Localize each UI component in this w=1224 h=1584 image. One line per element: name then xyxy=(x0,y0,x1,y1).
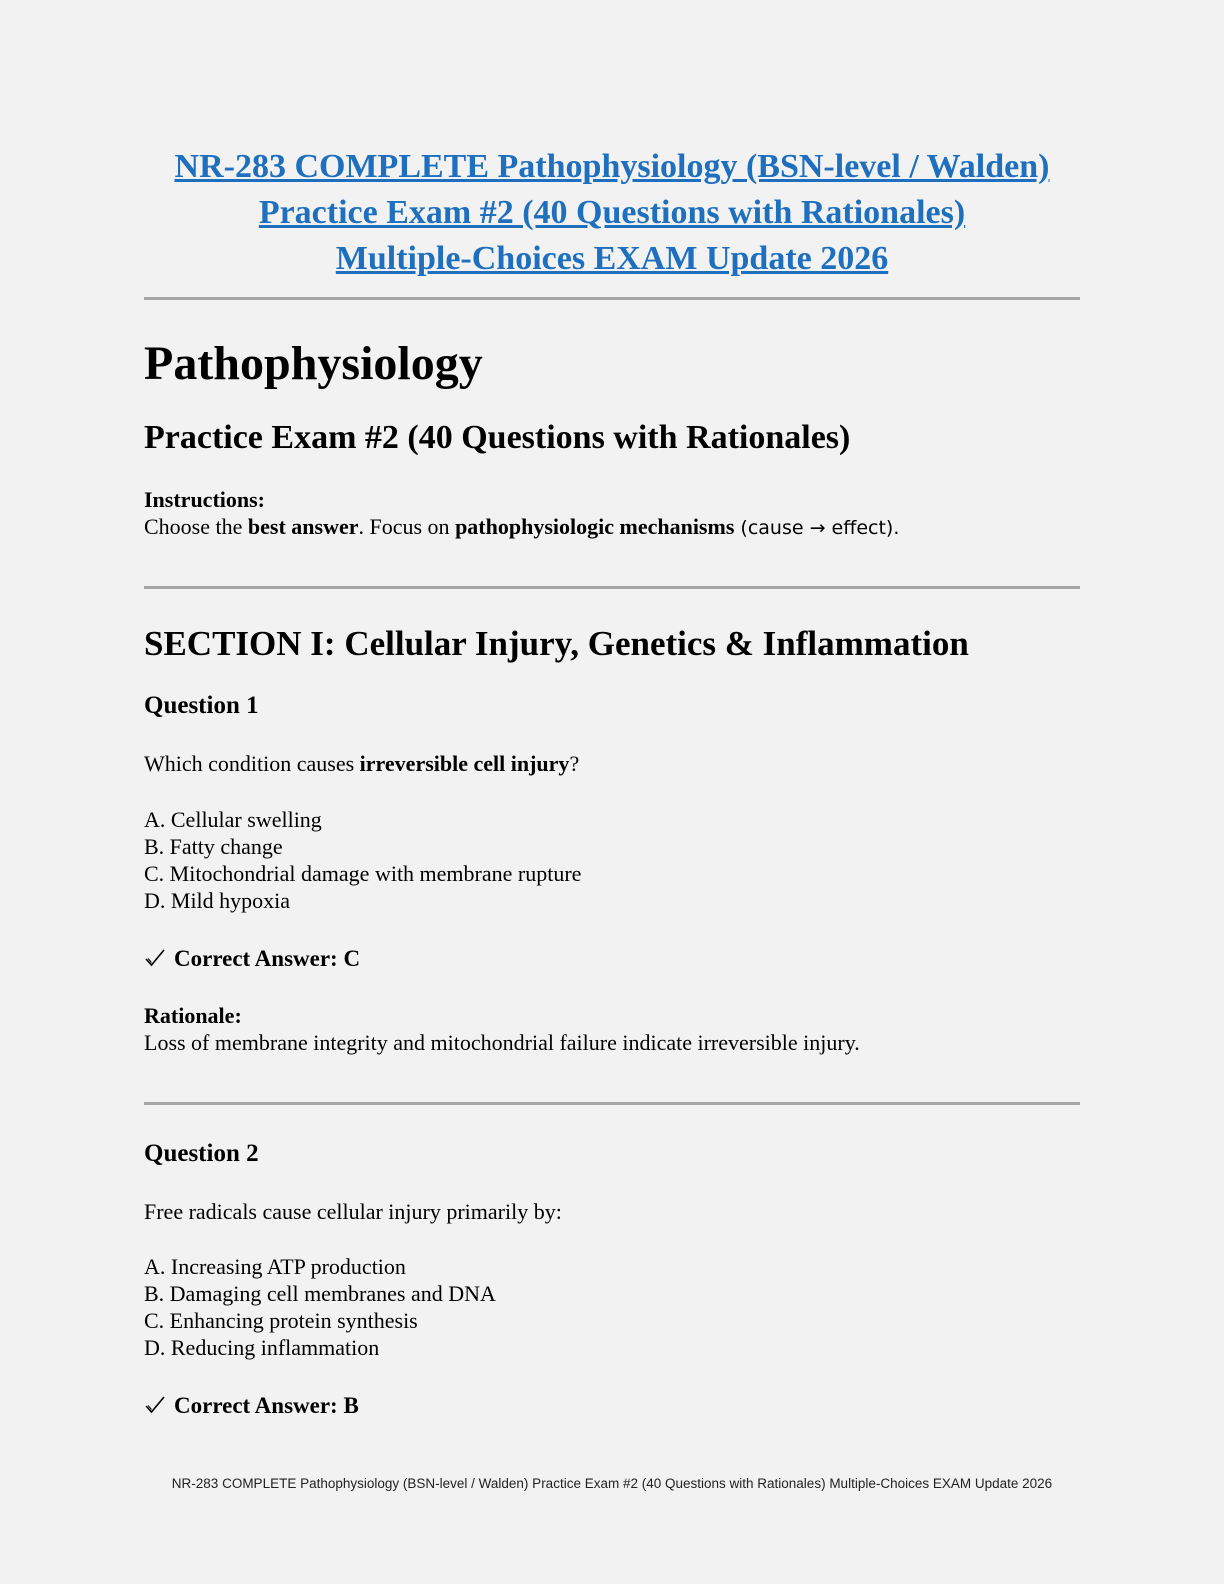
option-b: B. Damaging cell membranes and DNA xyxy=(144,1281,496,1306)
instructions-bold-1: best answer xyxy=(247,514,359,539)
rationale-text: Loss of membrane integrity and mitochondrial failure indicate irreversible injury. xyxy=(144,1030,860,1055)
question-1-heading: Question 1 xyxy=(144,692,259,719)
question-1-stem xyxy=(144,750,579,777)
rationale-label: Rationale: xyxy=(144,1003,242,1028)
instructions-bold-2: pathophysiologic mechanisms xyxy=(455,514,735,539)
checkmark-icon xyxy=(144,948,166,968)
instructions-label: Instructions: xyxy=(144,487,266,512)
title-line-3: Multiple-Choices EXAM Update 2026 xyxy=(335,240,889,277)
question-2-stem: Free radicals cause cellular injury primarily by: xyxy=(144,1199,562,1224)
instructions-text-3: (cause → effect). xyxy=(734,517,900,539)
instructions xyxy=(144,486,899,542)
option-a: A. Increasing ATP production xyxy=(144,1254,406,1279)
question-1-stem-end: ? xyxy=(569,751,580,776)
exam-subheading: Practice Exam #2 (40 Questions with Rationales) xyxy=(144,419,851,456)
question-1-rationale xyxy=(144,1002,860,1056)
question-1-stem-text: Which condition causes xyxy=(144,751,360,776)
instructions-text-2: . Focus on xyxy=(358,514,456,539)
divider xyxy=(144,297,1080,300)
divider xyxy=(144,586,1080,589)
answer-text: Correct Answer: B xyxy=(174,1393,359,1418)
title-line-1: NR-283 COMPLETE Pathophysiology (BSN-level / Walden) xyxy=(174,148,1050,185)
divider xyxy=(144,1102,1080,1105)
option-a: A. Cellular swelling xyxy=(144,807,322,832)
checkmark-icon xyxy=(144,1395,166,1415)
document-title xyxy=(144,144,1080,282)
question-1-options xyxy=(144,806,581,914)
option-b: B. Fatty change xyxy=(144,834,283,859)
question-1-answer xyxy=(144,944,360,974)
option-d: D. Mild hypoxia xyxy=(144,888,291,913)
option-c: C. Mitochondrial damage with membrane rupture xyxy=(144,861,582,886)
title-link[interactable] xyxy=(144,144,1080,282)
question-2-heading: Question 2 xyxy=(144,1140,259,1167)
option-c: C. Enhancing protein synthesis xyxy=(144,1308,418,1333)
page-footer: NR-283 COMPLETE Pathophysiology (BSN-level / Walden) Practice Exam #2 (40 Questions with Rationales) Multiple-Choices EXAM Update 2026 xyxy=(171,1476,1053,1491)
title-line-2: Practice Exam #2 (40 Questions with Rationales) xyxy=(258,194,966,231)
section-title: SECTION I: Cellular Injury, Genetics & Inflammation xyxy=(144,624,969,663)
question-1-stem-bold: irreversible cell injury xyxy=(359,751,570,776)
subject-heading: Pathophysiology xyxy=(144,337,483,390)
question-2-options xyxy=(144,1253,496,1361)
instructions-text-1: Choose the xyxy=(144,514,248,539)
answer-text: Correct Answer: C xyxy=(174,946,361,971)
option-d: D. Reducing inflammation xyxy=(144,1335,380,1360)
question-2-answer xyxy=(144,1391,359,1421)
